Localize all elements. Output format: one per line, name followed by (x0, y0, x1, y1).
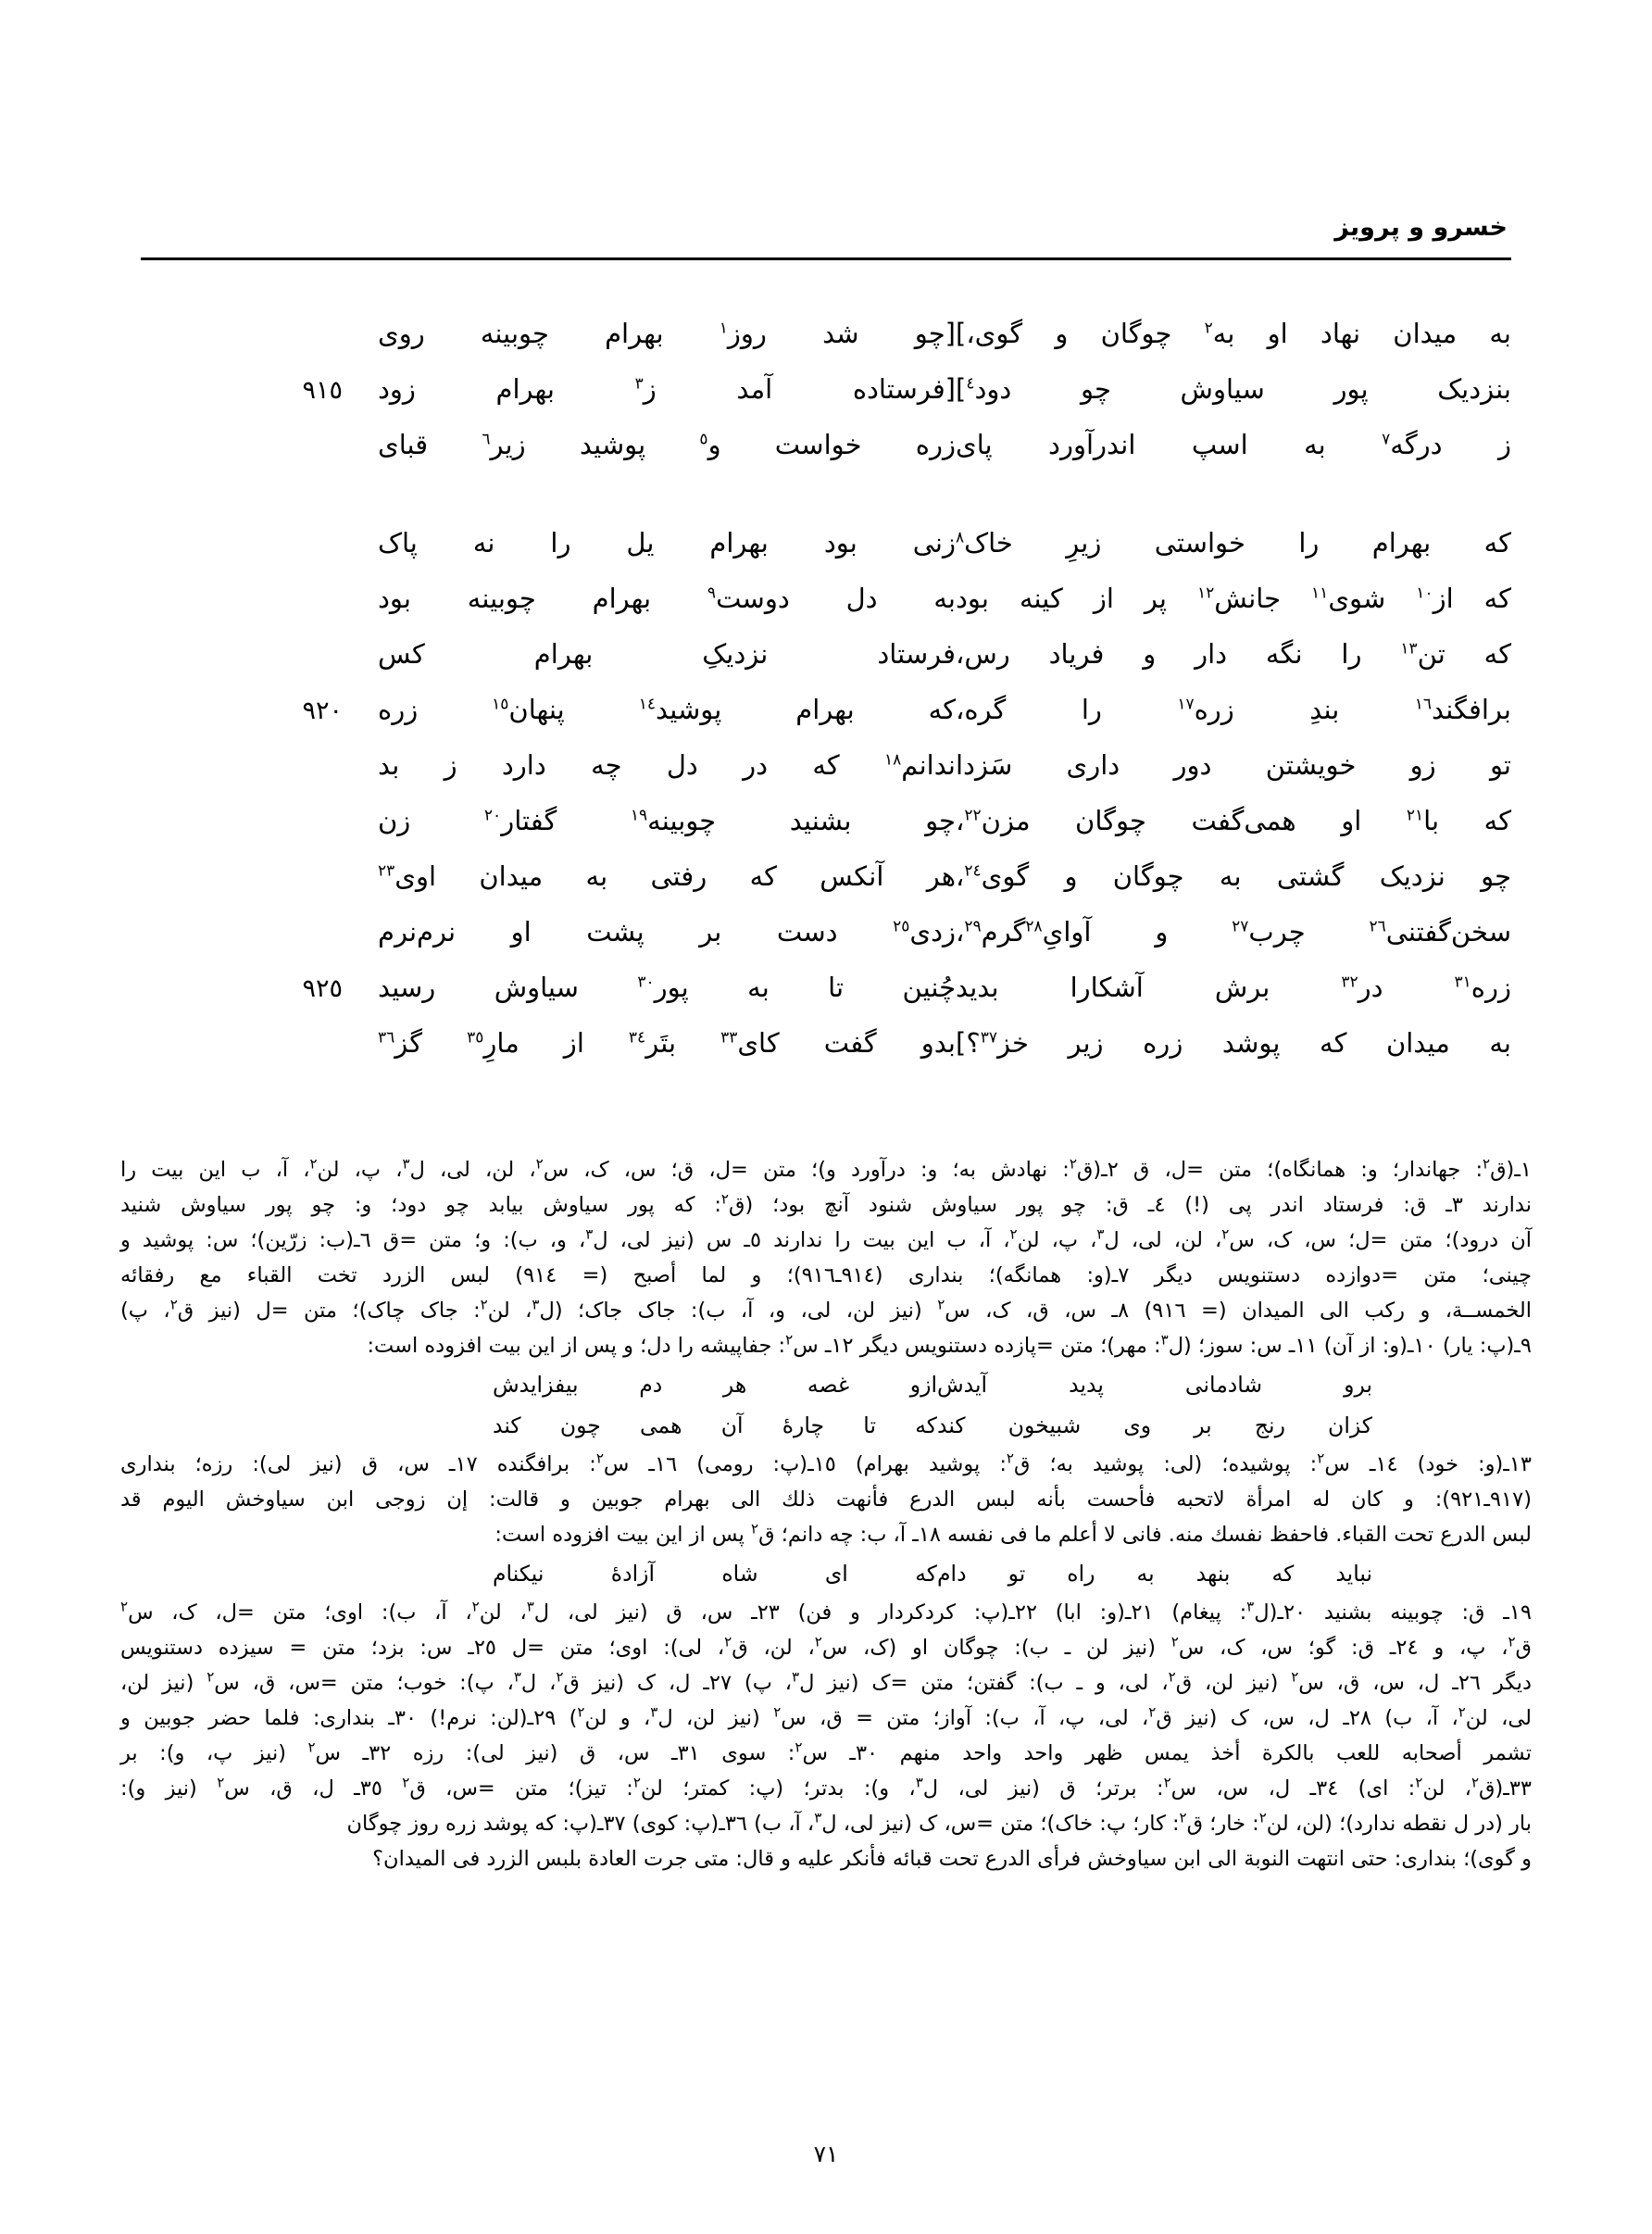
hemistich-left: زره$^{٣١}$ در$^{٣٢}$ برش آشکارا بدید (956, 972, 1511, 1003)
couplet-indent (1422, 1406, 1532, 1445)
verse-number: ٩١٥ (302, 376, 343, 405)
apparatus-couplet (120, 1365, 1532, 1404)
verse-number: ٩٢٥ (302, 974, 343, 1003)
hemistich-right: بدو گفت کای$^{٣٣}$ بتَر$^{٣٤}$ از مارِ$^{٣٥}$ گز$^{٣٦}$ (378, 1027, 957, 1059)
verse-line (141, 361, 1511, 417)
verse-body (141, 306, 1511, 1113)
apparatus-line: تشمر أصحابه للعب بالكرة أخذ یمس ظهر واحد واحد منهم ٣٠ـ س$^٢$: سوی ٣١ـ س، ق (نیز لی): رزه ٣٢ـ س$^٢$ (نیز پ، و): بر (120, 1738, 1532, 1765)
verse-stanza (141, 515, 1511, 1071)
apparatus-line: آن درود)؛ متن =ل؛ س، ک، س$^٢$، لن، لی، ل$^٣$، پ، لن$^٢$، آ، ب این بیت را ندارند ٥ـ س (نیز لی، ل$^٣$، و، ب): و؛ متن =ق ٦ـ(ب: زرّین)؛ س: پوشید و (120, 1225, 1532, 1252)
apparatus-line: (٩١٧ـ٩٢١): و كان له امرأة لاتحبه فأحست بأنه لبس الدرع فأنهت ذلك الی بهرام جوبین و قالت: إن زوجی ابن سیاوخش الیوم قد (120, 1487, 1532, 1512)
hemistich-left: برافگند$^{١٦}$ بندِ زره$^{١٧}$ را گره، (956, 694, 1511, 725)
verse-line (141, 848, 1511, 904)
apparatus-line: ١ـ(ق$^٢$: جهاندار؛ و: همانگاه)؛ متن =ل، ق ٢ـ(ق$^٢$: نهادش به؛ و: درآورد و)؛ متن =ل، ق؛ س، ک، س$^٢$، لن، لی، ل$^٣$، پ، لن$^٢$، آ، ب این بیت را (120, 1155, 1533, 1182)
hemistich-right: [چو شد روز$^١$ بهرام چوبینه روی (378, 318, 956, 349)
apparatus-couplet (120, 1406, 1532, 1445)
couplet-hemistich-right: ازو غصه هر دم بیفزایدش (493, 1372, 937, 1398)
apparatus-line: الخمســة، و ركب الی المیدان (= ٩١٦) ٨ـ س، ق، ک، س$^٢$ (نیز لن، لی، و، آ، ب): جاک جاک؛ (ل$^٣$، لن$^٢$: جاک چاک)؛ متن =ل (نیز ق$^٢$، پ) (120, 1296, 1533, 1323)
couplet-hemistich-left: کزان رنج بر وی شبیخون کند (937, 1412, 1372, 1438)
hemistich-left: به میدان که پوشد زره زیر خز$^{٣٧}$؟] (956, 1027, 1511, 1059)
couplet-hemistich-right: که تا چارهٔ آن همی چون کند (493, 1412, 937, 1438)
couplet-hemistich-right: که ای شاه آزادهٔ نیکنام (493, 1561, 937, 1587)
verse-line (141, 737, 1511, 793)
running-head-title: خسرو و پرویز (1334, 213, 1508, 242)
hemistich-right: ندانم$^{١٨}$ که در دل چه دارد ز بد (378, 749, 956, 781)
hemistich-right: زدی$^{٢٥}$ دست بر پشت او نرم‌نرم (378, 916, 956, 948)
page-header (141, 215, 1511, 270)
verse-line (141, 904, 1511, 960)
hemistich-right: فرستاد نزدیکِ بهرام کس (378, 638, 956, 670)
hemistich-right: به دل دوست$^٩$ بهرام چوبینه بود (378, 583, 957, 614)
hemistich-left: سخن‌گفتنی$^{٢٦}$ چرب$^{٢٧}$ و آوایِ$^{٢٨}$گرم$^{٢٩}$، (956, 916, 1511, 948)
verse-number: ٩٢٠ (302, 697, 343, 725)
apparatus-line: ٣٣ـ(ق$^٢$، لن$^٢$: ای) ٣٤ـ ل، س، س$^٢$: برتر؛ ق (نیز لی، ل$^٣$، و): بدتر؛ (پ: کمتر؛ لن$^٢$: تیز)؛ متن =س، ق$^٢$ ٣٥ـ ل، ق، س$^٢$ (نیز و): (120, 1774, 1532, 1801)
apparatus-line: ندارند ٣ـ ق: فرستاد اندر پی (!) ٤ـ ق: چو پور سیاوش شنود آنچ بود؛ (ق$^٢$: که پور سیاوش بیابد چو دود؛ و: چو پور سیاوش شنید (120, 1190, 1532, 1217)
couplet-hemistich-left: برو شادمانی پدید آیدش (937, 1372, 1372, 1398)
apparatus-line: بار (در ل نقطه ندارد)؛ (لن، لن$^٢$: خار؛ ق$^٢$: کار؛ پ: خاک)؛ متن =س، ک (نیز لی، ل$^٣$، آ، ب) ٣٦ـ(پ: کوی) ٣٧ـ(پ: که پوشد زره روز چوگان (346, 1809, 1532, 1836)
couplet-indent (1422, 1554, 1532, 1593)
hemistich-right: چو بشنید چوبینه$^{١٩}$ گفتار$^{٢٠}$ زن (378, 805, 956, 836)
hemistich-left: به میدان نهاد او به$^٢$ چوگان و گوی،] (956, 318, 1511, 349)
verse-line (141, 1015, 1511, 1071)
hemistich-right: چُنین تا به پور$^{٣٠}$ سیاوش رسید (378, 972, 956, 1003)
apparatus-line: لبس الدرع تحت القباء. فاحفظ نفسك منه. فانی لا أعلم ما فی نفسه ١٨ـ آ، ب: چه دانم؛ ق$^٢$ پس از این بیت افزوده است: (494, 1520, 1532, 1547)
header-rule (141, 257, 1511, 260)
verse-line (141, 515, 1511, 571)
verse-line (141, 571, 1511, 626)
apparatus-couplet (120, 1554, 1532, 1593)
hemistich-left: که از$^{١٠}$ شوی$^{١١}$ جانش$^{١٢}$ پر از کینه بود (956, 583, 1511, 614)
apparatus-line: ١٣ـ(و: خود) ١٤ـ س$^٢$: پوشیده؛ (لی: پوشید به؛ ق$^٢$: پوشید بهرام) ١٥ـ(پ: رومی) ١٦ـ س$^٢$: برافگنده ١٧ـ س، ق (نیز لی): رزه؛ بنداری (120, 1450, 1533, 1476)
verse-stanza (141, 306, 1511, 472)
apparatus-line: ق$^٢$، پ، و ٢٤ـ ق: گو؛ س، ک، س$^٢$ (نیز لن ـ ب): چوگان او (ک، س$^٢$، لن، ق$^٢$، لی): اوی؛ متن =ل ٢٥ـ س: بزد؛ متن = سیزده دستنویس (120, 1633, 1532, 1660)
hemistich-left: بنزدیک پور سیاوش چو دود$^٤$] (956, 373, 1511, 405)
apparatus-line: ١٩ـ ق: چوبینه بشنید ٢٠ـ(ل$^٣$: پیغام) ٢١ـ(و: ابا) ٢٢ـ(پ: کردکردار و فن) ٢٣ـ س، ق (نیز لی، ل$^٣$، لن$^٢$، آ، ب): اوی؛ متن =ل، ک، س$^٢$ (120, 1598, 1532, 1625)
verse-line (141, 306, 1511, 361)
critical-apparatus (120, 1152, 1532, 1876)
verse-line (141, 960, 1511, 1015)
hemistich-left: که با$^{٢١}$ او همی‌گفت چوگان مزن$^{٢٢}$، (956, 805, 1511, 836)
verse-line (141, 417, 1511, 472)
hemistich-left: ز درگه$^٧$ به اسپ اندرآورد پای (956, 429, 1511, 460)
hemistich-left: که تن$^{١٣}$ را نگه دار و فریاد رس، (956, 638, 1511, 670)
couplet-hemistich-left: نباید که بنهد به راه تو دام (937, 1561, 1372, 1587)
verse-line (141, 682, 1511, 737)
apparatus-paragraph: و گوی)؛ بنداری: حتی انتهت النوبة الی ابن سیاوخش فرأی الدرع تحت قبائه فأنكر علیه و قال: متی جرت العادة بلبس الزرد فی المیدان؟ (372, 1847, 1532, 1871)
apparatus-line: چینی؛ متن =دوازده دستنویس دیگر ٧ـ(و: همانگه)؛ بنداری (٩١٤ـ٩١٦)؛ و لما أصبح (= ٩١٤) لبس الزرد تخت القباء مع رفقائه (120, 1263, 1533, 1287)
verse-line (141, 793, 1511, 848)
apparatus-line: دیگر ٢٦ـ ل، س، ق، س$^٢$ (نیز لن، ق$^٢$، لی، و ـ ب): گفتن؛ متن =ک (نیز ل$^٣$، پ) ٢٧ـ ل، ک (نیز ق$^٢$، ل$^٣$، پ): خوب؛ متن =س، ق، س$^٢$ (نیز لن، (120, 1668, 1532, 1695)
hemistich-right: زره خواست و$^٥$ پوشید زیر$^٦$ قبای (378, 429, 956, 460)
hemistich-left: که بهرام را خواستی زیرِ خاک$^٨$ (956, 527, 1511, 558)
apparatus-line: ٩ـ(پ: یار) ١٠ـ(و: از آن) ١١ـ س: سوز؛ (ل$^٣$: مهر)؛ متن =پازده دستنویس دیگر ١٢ـ س$^٢$: جفاپیشه را دل؛ و پس از این بیت افزوده است: (367, 1331, 1532, 1358)
hemistich-right: که بهرام پوشید$^{١٤}$ پنهان$^{١٥}$ زره (378, 694, 956, 725)
hemistich-left: تو زو خویشتن دور داری سَزدا (956, 749, 1511, 781)
folio-number: ٧١ (813, 2140, 839, 2167)
hemistich-right: [فرستاده آمد ز$^٣$ بهرام زود (378, 373, 956, 405)
apparatus-line: لی، لن$^٢$، آ، ب) ٢٨ـ ل، س، ک (نیز ق$^٢$، لی، پ، آ، ب): آواز؛ متن = ق، س$^٢$ (نیز لن، ل$^٣$، و لن$^٢$) ٢٩ـ(لن: نرم!) ٣٠ـ بنداری: فلما حضر جوبین و (120, 1703, 1532, 1730)
couplet-indent (1422, 1365, 1532, 1404)
hemistich-left: چو نزدیک گشتی به چوگان و گوی$^{٢٤}$، (956, 860, 1511, 892)
hemistich-right: هر آنکس که رفتی به میدان اوی$^{٢٣}$ (378, 860, 956, 892)
hemistich-right: زنی بود بهرام یل را نه پاک (378, 527, 956, 558)
verse-line (141, 626, 1511, 682)
